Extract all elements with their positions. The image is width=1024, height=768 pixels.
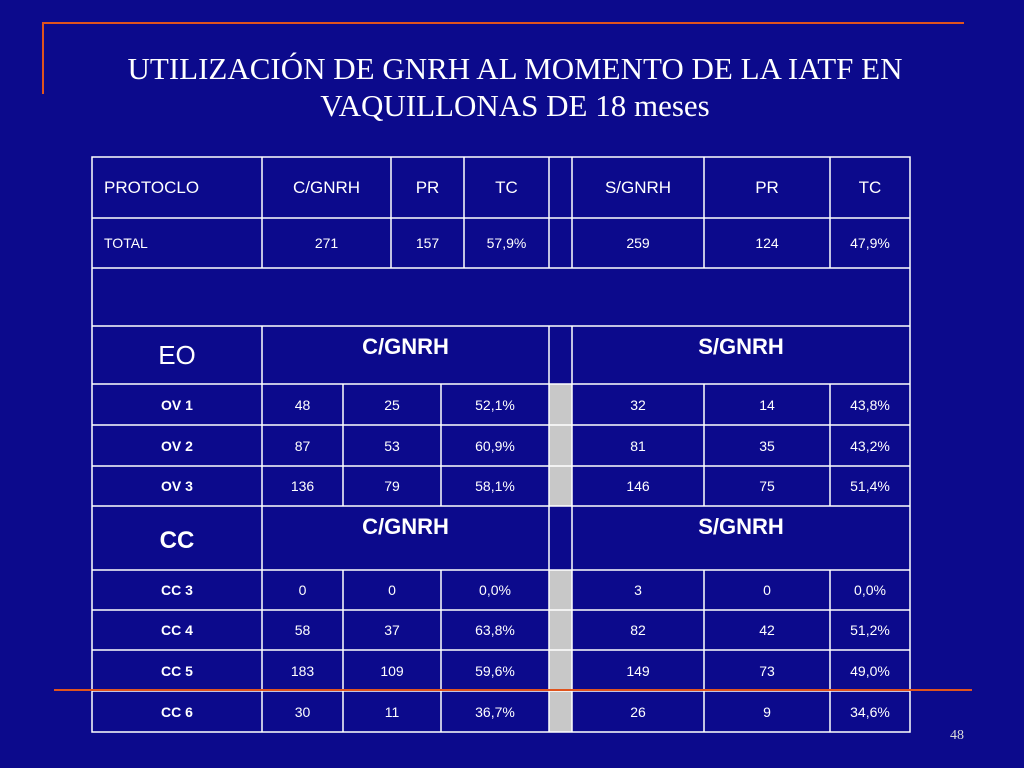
table-cell: 136	[290, 478, 315, 494]
table-cell: 25	[384, 396, 400, 413]
table-cell: 49,0%	[850, 662, 890, 679]
table-cell: 60,9%	[475, 437, 515, 454]
table-cell: 34,6%	[850, 703, 890, 720]
row-label: OV 1	[161, 396, 193, 413]
section-label-cc: CC	[159, 527, 195, 554]
header-cell-c-gnrh: C/GNRH	[292, 177, 361, 197]
page-number: 48	[950, 728, 964, 743]
total-cell: 124	[755, 235, 779, 251]
table-cell: 0,0%	[479, 582, 511, 598]
table-cell: 51,4%	[850, 478, 890, 494]
separator-fill-cc	[549, 570, 572, 732]
table-cell: 79	[384, 478, 400, 494]
table-cell: 53	[384, 437, 400, 454]
total-cell: 47,9%	[850, 235, 890, 251]
total-cell: 259	[626, 235, 650, 251]
table-cell: 0,0%	[854, 582, 886, 598]
table-cell: 149	[626, 662, 650, 679]
table-cell: 75	[759, 478, 775, 494]
table-cell: 48	[294, 396, 311, 413]
total-cell: 157	[415, 235, 440, 251]
table-cell: 0	[388, 582, 396, 598]
table-cell: 51,2%	[850, 622, 890, 638]
row-label: OV 2	[161, 437, 193, 454]
separator-fill-eo	[549, 384, 572, 506]
row-label: CC 5	[161, 662, 193, 679]
table-cell: 109	[380, 662, 404, 679]
header-cell-s-gnrh: S/GNRH	[604, 177, 672, 197]
table-cell: 43,8%	[850, 396, 890, 413]
row-label: CC 4	[161, 622, 193, 638]
table-cell: 0	[763, 582, 771, 598]
table-cell: 58,1%	[475, 478, 515, 494]
table-cell: 82	[630, 622, 646, 638]
table-cell: 26	[630, 703, 646, 720]
table-cell: 42	[759, 622, 775, 638]
table-cell: 32	[630, 396, 646, 413]
total-cell: 271	[314, 235, 339, 251]
table-cell: 183	[290, 662, 315, 679]
table-cell: 11	[384, 703, 400, 720]
header-cell-pr: PR	[415, 177, 440, 197]
header-cell-protocol: PROTOCLO	[104, 177, 200, 197]
total-label: TOTAL	[104, 235, 148, 251]
table-cell: 9	[763, 703, 771, 720]
table-cell: 14	[759, 396, 775, 413]
table-cell: 63,8%	[475, 622, 515, 638]
table-cell: 87	[294, 437, 311, 454]
section-group-c-gnrh: C/GNRH	[362, 334, 449, 359]
header-cell-pr: PR	[755, 177, 779, 197]
table-cell: 30	[294, 703, 311, 720]
table-cell: 3	[634, 582, 642, 598]
table-cell: 52,1%	[475, 396, 515, 413]
table-cell: 59,6%	[475, 662, 515, 679]
row-label: CC 3	[161, 582, 193, 598]
header-cell-tc: TC	[858, 177, 882, 197]
row-label: OV 3	[161, 478, 193, 494]
table-cell: 36,7%	[475, 703, 515, 720]
table-cell: 81	[630, 437, 646, 454]
table-cell: 37	[384, 622, 400, 638]
table-cell: 58	[294, 622, 311, 638]
row-label: CC 6	[161, 703, 193, 720]
total-cell: 57,9%	[486, 235, 527, 251]
table-cell: 0	[298, 582, 307, 598]
header-cell-tc: TC	[495, 177, 518, 197]
table-cell: 146	[626, 478, 650, 494]
table-cell: 43,2%	[850, 437, 890, 454]
table-cell: 73	[759, 662, 775, 679]
footer-rule	[54, 689, 972, 691]
section-group-c-gnrh: C/GNRH	[362, 514, 449, 539]
section-label-eo: EO	[158, 339, 196, 370]
slide-title: UTILIZACIÓN DE GNRH AL MOMENTO DE LA IATF EN VAQUILLONAS DE 18 meses	[127, 51, 903, 123]
table-cell: 35	[759, 437, 775, 454]
section-group-s-gnrh: S/GNRH	[698, 334, 784, 359]
section-group-s-gnrh: S/GNRH	[698, 514, 784, 539]
